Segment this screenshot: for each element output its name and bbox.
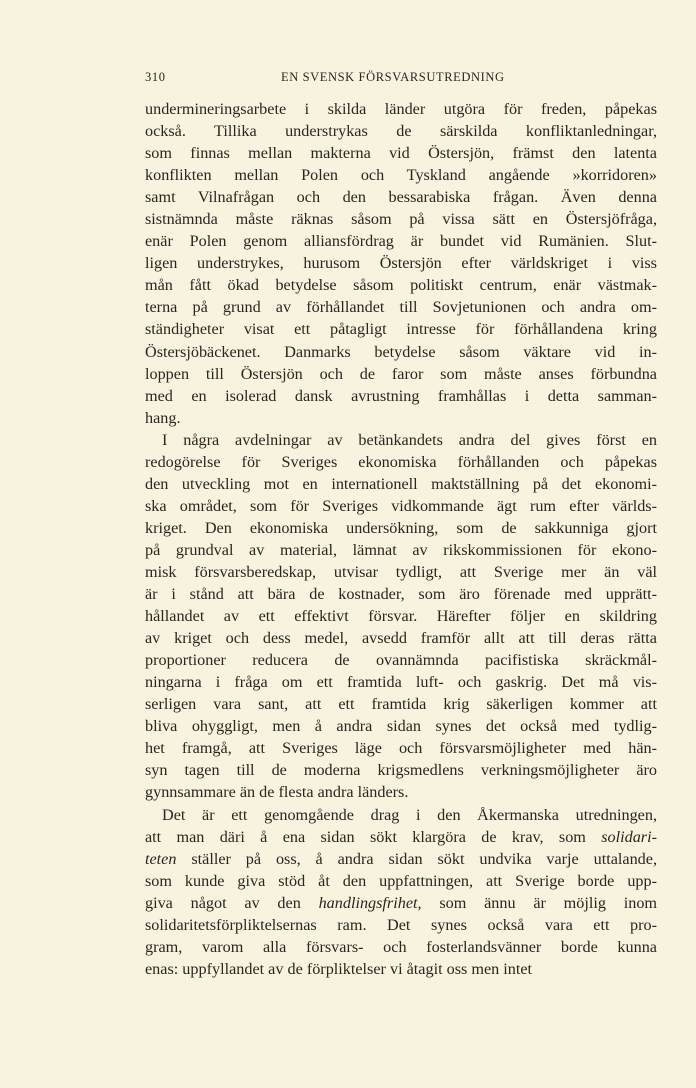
text-line: mån fått ökad betydelse såsom politiskt centrum, enär västmak- — [145, 276, 657, 295]
text-line: serligen vara sant, att ett framtida krig säkerligen kommer att — [145, 695, 657, 714]
text-line: på grundval av material, lämnat av rikskommissionen för ekono- — [145, 540, 657, 559]
text-line: giva något av den handlingsfrihet, som ännu är möjlig inom — [145, 893, 657, 912]
page-number: 310 — [145, 70, 166, 84]
text-line: terna på grund av förhållandet till Sovjetunionen och andra om- — [145, 298, 657, 317]
text-line: som kunde giva stöd åt den uppfattningen, att Sverige borde upp- — [145, 871, 657, 890]
text-line: hang. — [145, 408, 181, 427]
paragraph — [145, 804, 657, 980]
text-line: sistnämnda måste räknas såsom på vissa sätt en Östersjöfråga, — [145, 210, 657, 229]
body-text — [145, 98, 657, 980]
text-line: ligen understrykes, hurusom Östersjön efter världskriget i viss — [145, 254, 657, 273]
running-head — [145, 70, 657, 92]
text-line: het framgå, att Sveriges läge och försvarsmöjligheter med hän- — [145, 739, 657, 758]
text-line: med en isolerad dansk avrustning framhållas i detta samman- — [145, 386, 657, 405]
text-line: samt Vilnafrågan och den bessarabiska frågan. Även denna — [145, 188, 657, 207]
text-line: ska området, som för Sveriges vidkommande ägt rum efter världs- — [145, 496, 657, 515]
text-line: också. Tillika understrykas de särskilda konfliktanledningar, — [145, 122, 657, 141]
text-line: syn tagen till de moderna krigsmedlens verkningsmöjligheter äro — [145, 761, 657, 780]
text-line: ningarna i fråga om ett framtida luft- och gaskrig. Det må vis- — [145, 673, 657, 692]
paragraph — [145, 98, 657, 429]
text-line: som finnas mellan makterna vid Östersjön, främst den latenta — [145, 144, 657, 163]
text-line: ständigheter visat ett påtagligt intresse för förhållandena kring — [145, 320, 657, 339]
text-line: gynnsammare än de flesta andra länders. — [145, 783, 409, 802]
text-line: solidaritetsförpliktelsernas ram. Det synes också vara ett pro- — [145, 915, 657, 934]
text-line: redogörelse för Sveriges ekonomiska förhållanden och påpekas — [145, 452, 657, 471]
book-page — [145, 70, 657, 980]
italic-phrase: handlingsfrihet, — [318, 893, 422, 912]
text-line: gram, varom alla försvars- och fosterlandsvänner borde kunna — [145, 937, 657, 956]
text-line: I några avdelningar av betänkandets andra del gives först en — [162, 430, 657, 449]
text-line: misk försvarsberedskap, utvisar tydligt, att Sverige mer än väl — [145, 562, 657, 581]
text-line: att man däri å ena sidan sökt klargöra de krav, som solidari- — [145, 827, 657, 846]
text-line: av kriget och dess medel, avsedd framför allt att till deras rätta — [145, 629, 657, 648]
text-line: proportioner reducera de ovannämnda pacifistiska skräckmål- — [145, 651, 657, 670]
running-title: EN SVENSK FÖRSVARSUTREDNING — [281, 70, 505, 84]
text-line: teten ställer på oss, å andra sidan sökt undvika varje uttalande, — [145, 849, 657, 868]
italic-phrase: teten — [145, 849, 177, 868]
italic-phrase: solidari- — [601, 827, 657, 846]
text-line: är i stånd att bära de kostnader, som äro förenade med upprätt- — [145, 585, 657, 604]
text-line: enär Polen genom alliansfördrag är bundet vid Rumänien. Slut- — [145, 232, 657, 251]
text-line: konflikten mellan Polen och Tyskland angående »korridoren» — [145, 166, 657, 185]
text-line: enas: uppfyllandet av de förpliktelser vi åtagit oss men intet — [145, 959, 533, 978]
text-line: Östersjöbäckenet. Danmarks betydelse såsom väktare vid in- — [145, 342, 657, 361]
text-line: undermineringsarbete i skilda länder utgöra för freden, påpekas — [145, 100, 657, 118]
text-line: hållandet av ett effektivt försvar. Härefter följer en skildring — [145, 607, 657, 626]
text-line: Det är ett genomgående drag i den Åkermanska utredningen, — [162, 805, 657, 824]
text-line: kriget. Den ekonomiska undersökning, som de sakkunniga gjort — [145, 518, 657, 537]
text-line: loppen till Östersjön och de faror som måste anses förbundna — [145, 364, 657, 383]
paragraph — [145, 429, 657, 804]
text-line: den utveckling mot en internationell maktställning på det ekonomi- — [145, 474, 657, 493]
text-line: bliva ohyggligt, men å andra sidan synes det också med tydlig- — [145, 717, 657, 736]
